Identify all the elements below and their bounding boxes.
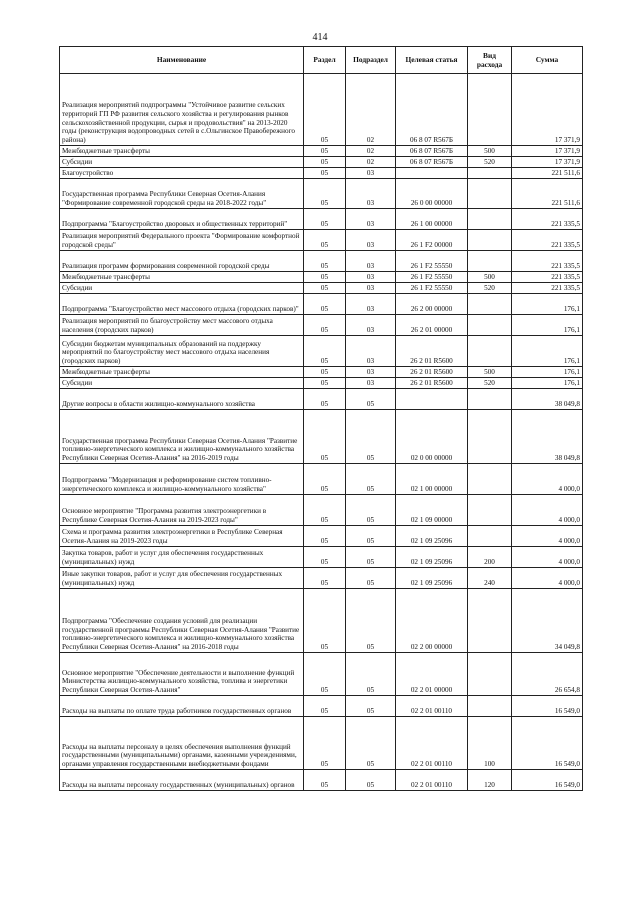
cell-subsection: 05 bbox=[346, 589, 396, 653]
cell-sum: 17 371,9 bbox=[512, 146, 583, 157]
cell-name: Подпрограмма "Благоустройство мест массового отдыха (городских парков)" bbox=[60, 294, 304, 315]
cell-subsection: 03 bbox=[346, 283, 396, 294]
cell-section: 05 bbox=[304, 464, 346, 495]
cell-name: Субсидии бюджетам муниципальных образований на поддержку мероприятий по благоустройству мест массового отдыха населения (городских парков) bbox=[60, 336, 304, 367]
cell-name: Субсидии bbox=[60, 378, 304, 389]
cell-name: Благоустройство bbox=[60, 168, 304, 179]
cell-sum: 221 335,5 bbox=[512, 251, 583, 272]
cell-target: 02 2 01 00110 bbox=[396, 696, 468, 717]
cell-target: 26 1 F2 00000 bbox=[396, 230, 468, 251]
cell-subsection: 05 bbox=[346, 547, 396, 568]
cell-subsection: 05 bbox=[346, 495, 396, 526]
cell-target: 26 2 01 R5600 bbox=[396, 378, 468, 389]
cell-expense-type bbox=[468, 464, 512, 495]
cell-sum: 34 049,8 bbox=[512, 589, 583, 653]
header-subsection: Подраздел bbox=[346, 47, 396, 74]
table-row bbox=[60, 294, 583, 315]
table-row bbox=[60, 495, 583, 526]
cell-target bbox=[396, 168, 468, 179]
table-row bbox=[60, 653, 583, 696]
cell-section: 05 bbox=[304, 251, 346, 272]
cell-subsection: 03 bbox=[346, 315, 396, 336]
cell-subsection: 02 bbox=[346, 157, 396, 168]
table-row bbox=[60, 568, 583, 589]
table-row bbox=[60, 336, 583, 367]
cell-section: 05 bbox=[304, 653, 346, 696]
cell-sum: 176,1 bbox=[512, 315, 583, 336]
table-row bbox=[60, 464, 583, 495]
cell-section: 05 bbox=[304, 294, 346, 315]
cell-name: Реализация мероприятий подпрограммы "Устойчивое развитие сельских территорий ГП РФ развития сельского хозяйства и регулирования рынков сельскохозяйственной продукции, сырья и продовольствия" на 2013-2020 годы (реконструкция водопроводных сетей в с.Ольгинское Правобережного района) bbox=[60, 74, 304, 146]
cell-name: Государственная программа Республики Северная Осетия-Алания "Формирование современной городской среды на 2018-2022 годы" bbox=[60, 179, 304, 209]
table-row bbox=[60, 315, 583, 336]
cell-section: 05 bbox=[304, 315, 346, 336]
cell-section: 05 bbox=[304, 209, 346, 230]
cell-sum: 4 000,0 bbox=[512, 526, 583, 547]
cell-subsection: 03 bbox=[346, 378, 396, 389]
cell-subsection: 05 bbox=[346, 410, 396, 464]
cell-subsection: 03 bbox=[346, 367, 396, 378]
cell-section: 05 bbox=[304, 547, 346, 568]
table-row bbox=[60, 367, 583, 378]
cell-expense-type: 500 bbox=[468, 272, 512, 283]
cell-target: 02 1 09 00000 bbox=[396, 495, 468, 526]
cell-sum: 17 371,9 bbox=[512, 74, 583, 146]
cell-expense-type bbox=[468, 209, 512, 230]
cell-expense-type bbox=[468, 589, 512, 653]
cell-expense-type bbox=[468, 230, 512, 251]
cell-target: 02 1 09 25096 bbox=[396, 526, 468, 547]
cell-target: 26 1 F2 55550 bbox=[396, 272, 468, 283]
cell-sum: 221 511,6 bbox=[512, 168, 583, 179]
cell-name: Расходы на выплаты персоналу государственных (муниципальных) органов bbox=[60, 770, 304, 791]
cell-expense-type bbox=[468, 495, 512, 526]
cell-subsection: 03 bbox=[346, 272, 396, 283]
cell-subsection: 05 bbox=[346, 526, 396, 547]
cell-name: Межбюджетные трансферты bbox=[60, 272, 304, 283]
cell-section: 05 bbox=[304, 157, 346, 168]
cell-subsection: 02 bbox=[346, 74, 396, 146]
cell-subsection: 03 bbox=[346, 168, 396, 179]
cell-name: Межбюджетные трансферты bbox=[60, 367, 304, 378]
cell-expense-type bbox=[468, 179, 512, 209]
cell-sum: 221 335,5 bbox=[512, 209, 583, 230]
cell-name: Реализация мероприятий по благоустройству мест массового отдыха населения (городских парков) bbox=[60, 315, 304, 336]
cell-sum: 38 049,8 bbox=[512, 389, 583, 410]
cell-target: 02 2 01 00110 bbox=[396, 770, 468, 791]
cell-name: Основное мероприятие "Программа развития электроэнергетики в Республике Северная Осетия-Алания на 2019-2023 годы" bbox=[60, 495, 304, 526]
header-section: Раздел bbox=[304, 47, 346, 74]
cell-section: 05 bbox=[304, 389, 346, 410]
cell-sum: 16 549,0 bbox=[512, 770, 583, 791]
cell-expense-type: 520 bbox=[468, 157, 512, 168]
cell-name: Подпрограмма "Обеспечение создания условий для реализации государственной программы Республики Северная Осетия-Алания "Развитие топливно-энергетического комплекса и жилищно-коммунального хозяйства Республики Северная Осетия-Алания" на 2016-2018 годы bbox=[60, 589, 304, 653]
cell-subsection: 03 bbox=[346, 251, 396, 272]
cell-section: 05 bbox=[304, 770, 346, 791]
cell-expense-type bbox=[468, 410, 512, 464]
cell-name: Другие вопросы в области жилищно-коммунального хозяйства bbox=[60, 389, 304, 410]
table-row bbox=[60, 547, 583, 568]
cell-target: 02 2 00 00000 bbox=[396, 589, 468, 653]
header-target: Целевая статья bbox=[396, 47, 468, 74]
table-row bbox=[60, 168, 583, 179]
cell-name: Расходы на выплаты по оплате труда работников государственных органов bbox=[60, 696, 304, 717]
cell-expense-type: 100 bbox=[468, 717, 512, 770]
cell-name: Межбюджетные трансферты bbox=[60, 146, 304, 157]
cell-expense-type: 500 bbox=[468, 367, 512, 378]
cell-subsection: 05 bbox=[346, 696, 396, 717]
table-row bbox=[60, 696, 583, 717]
table-row bbox=[60, 146, 583, 157]
table-row bbox=[60, 251, 583, 272]
cell-section: 05 bbox=[304, 526, 346, 547]
cell-sum: 16 549,0 bbox=[512, 717, 583, 770]
cell-target: 02 2 01 00110 bbox=[396, 717, 468, 770]
cell-section: 05 bbox=[304, 589, 346, 653]
cell-expense-type bbox=[468, 168, 512, 179]
cell-expense-type bbox=[468, 315, 512, 336]
cell-sum: 176,1 bbox=[512, 336, 583, 367]
cell-name: Государственная программа Республики Северная Осетия-Алания "Развитие топливно-энергетического комплекса и жилищно-коммунального хозяйства Республики Северная Осетия-Алания" на 2016-2019 годы bbox=[60, 410, 304, 464]
table-row bbox=[60, 770, 583, 791]
cell-expense-type: 200 bbox=[468, 547, 512, 568]
cell-target: 26 2 01 00000 bbox=[396, 315, 468, 336]
table-row bbox=[60, 74, 583, 146]
cell-sum: 17 371,9 bbox=[512, 157, 583, 168]
cell-name: Иные закупки товаров, работ и услуг для обеспечения государственных (муниципальных) нужд bbox=[60, 568, 304, 589]
cell-expense-type bbox=[468, 294, 512, 315]
cell-subsection: 03 bbox=[346, 179, 396, 209]
cell-section: 05 bbox=[304, 717, 346, 770]
cell-expense-type bbox=[468, 653, 512, 696]
cell-target: 26 0 00 00000 bbox=[396, 179, 468, 209]
cell-subsection: 02 bbox=[346, 146, 396, 157]
header-sum: Сумма bbox=[512, 47, 583, 74]
cell-name: Реализация программ формирования современной городской среды bbox=[60, 251, 304, 272]
table-row bbox=[60, 589, 583, 653]
cell-section: 05 bbox=[304, 283, 346, 294]
cell-subsection: 03 bbox=[346, 209, 396, 230]
cell-expense-type bbox=[468, 696, 512, 717]
cell-target: 02 1 09 25096 bbox=[396, 568, 468, 589]
cell-sum: 221 335,5 bbox=[512, 272, 583, 283]
cell-expense-type: 500 bbox=[468, 146, 512, 157]
cell-sum: 16 549,0 bbox=[512, 696, 583, 717]
table-row bbox=[60, 410, 583, 464]
cell-section: 05 bbox=[304, 696, 346, 717]
cell-target: 26 2 01 R5600 bbox=[396, 336, 468, 367]
cell-section: 05 bbox=[304, 410, 346, 464]
cell-sum: 4 000,0 bbox=[512, 464, 583, 495]
cell-section: 05 bbox=[304, 74, 346, 146]
cell-target: 06 8 07 R567Б bbox=[396, 146, 468, 157]
cell-target: 02 1 00 00000 bbox=[396, 464, 468, 495]
cell-subsection: 03 bbox=[346, 336, 396, 367]
cell-expense-type bbox=[468, 389, 512, 410]
cell-name: Подпрограмма "Модернизация и реформирование систем топливно-энергетического комплекса и жилищно-коммунального хозяйства" bbox=[60, 464, 304, 495]
table-row bbox=[60, 717, 583, 770]
cell-target: 26 1 00 00000 bbox=[396, 209, 468, 230]
cell-sum: 221 335,5 bbox=[512, 230, 583, 251]
cell-section: 05 bbox=[304, 336, 346, 367]
table-row bbox=[60, 209, 583, 230]
cell-name: Подпрограмма "Благоустройство дворовых и общественных территорий" bbox=[60, 209, 304, 230]
cell-subsection: 03 bbox=[346, 294, 396, 315]
cell-expense-type: 520 bbox=[468, 378, 512, 389]
table-row bbox=[60, 526, 583, 547]
table-row bbox=[60, 389, 583, 410]
cell-name: Субсидии bbox=[60, 283, 304, 294]
table-row bbox=[60, 179, 583, 209]
table-body bbox=[60, 74, 583, 791]
cell-name: Основное мероприятие "Обеспечение деятельности и выполнение функций Министерства жилищно-коммунального хозяйства, топлива и энергетики Республики Северная Осетия-Алания" bbox=[60, 653, 304, 696]
cell-target: 26 2 00 00000 bbox=[396, 294, 468, 315]
table-row bbox=[60, 272, 583, 283]
cell-sum: 176,1 bbox=[512, 294, 583, 315]
table-row bbox=[60, 230, 583, 251]
header-name: Наименование bbox=[60, 47, 304, 74]
cell-subsection: 03 bbox=[346, 230, 396, 251]
cell-target: 26 1 F2 55550 bbox=[396, 283, 468, 294]
cell-sum: 26 654,8 bbox=[512, 653, 583, 696]
cell-target: 26 2 01 R5600 bbox=[396, 367, 468, 378]
cell-name: Реализация мероприятий Федерального проекта "Формирование комфортной городской среды" bbox=[60, 230, 304, 251]
cell-target: 26 1 F2 55550 bbox=[396, 251, 468, 272]
cell-target: 02 2 01 00000 bbox=[396, 653, 468, 696]
cell-sum: 4 000,0 bbox=[512, 547, 583, 568]
cell-sum: 176,1 bbox=[512, 378, 583, 389]
cell-expense-type bbox=[468, 251, 512, 272]
cell-section: 05 bbox=[304, 568, 346, 589]
header-expense-type: Вид расхода bbox=[468, 47, 512, 74]
cell-expense-type bbox=[468, 336, 512, 367]
table-row bbox=[60, 283, 583, 294]
cell-section: 05 bbox=[304, 168, 346, 179]
cell-expense-type: 120 bbox=[468, 770, 512, 791]
header-row bbox=[60, 47, 583, 74]
cell-sum: 221 511,6 bbox=[512, 179, 583, 209]
cell-name: Субсидии bbox=[60, 157, 304, 168]
cell-expense-type bbox=[468, 74, 512, 146]
cell-section: 05 bbox=[304, 146, 346, 157]
cell-sum: 38 049,8 bbox=[512, 410, 583, 464]
cell-subsection: 05 bbox=[346, 389, 396, 410]
table-row bbox=[60, 378, 583, 389]
cell-section: 05 bbox=[304, 230, 346, 251]
cell-name: Схема и программа развития электроэнергетики в Республике Северная Осетия-Алания на 2019-2023 годы bbox=[60, 526, 304, 547]
cell-sum: 4 000,0 bbox=[512, 495, 583, 526]
cell-sum: 176,1 bbox=[512, 367, 583, 378]
cell-target: 02 1 09 25096 bbox=[396, 547, 468, 568]
cell-expense-type: 520 bbox=[468, 283, 512, 294]
cell-subsection: 05 bbox=[346, 653, 396, 696]
cell-name: Расходы на выплаты персоналу в целях обеспечения выполнения функций государственными (муниципальными) органами, казенными учреждениями, органами управления государственными внебюджетными фондами bbox=[60, 717, 304, 770]
cell-target: 02 0 00 00000 bbox=[396, 410, 468, 464]
cell-expense-type: 240 bbox=[468, 568, 512, 589]
cell-section: 05 bbox=[304, 495, 346, 526]
cell-section: 05 bbox=[304, 378, 346, 389]
cell-subsection: 05 bbox=[346, 770, 396, 791]
cell-target bbox=[396, 389, 468, 410]
cell-sum: 4 000,0 bbox=[512, 568, 583, 589]
cell-name: Закупка товаров, работ и услуг для обеспечения государственных (муниципальных) нужд bbox=[60, 547, 304, 568]
table-row bbox=[60, 157, 583, 168]
cell-expense-type bbox=[468, 526, 512, 547]
cell-target: 06 8 07 R567Б bbox=[396, 74, 468, 146]
cell-subsection: 05 bbox=[346, 717, 396, 770]
cell-subsection: 05 bbox=[346, 464, 396, 495]
cell-section: 05 bbox=[304, 179, 346, 209]
budget-table bbox=[59, 46, 583, 791]
cell-sum: 221 335,5 bbox=[512, 283, 583, 294]
cell-subsection: 05 bbox=[346, 568, 396, 589]
cell-section: 05 bbox=[304, 367, 346, 378]
page-number: 414 bbox=[312, 32, 328, 43]
cell-target: 06 8 07 R567Б bbox=[396, 157, 468, 168]
cell-section: 05 bbox=[304, 272, 346, 283]
